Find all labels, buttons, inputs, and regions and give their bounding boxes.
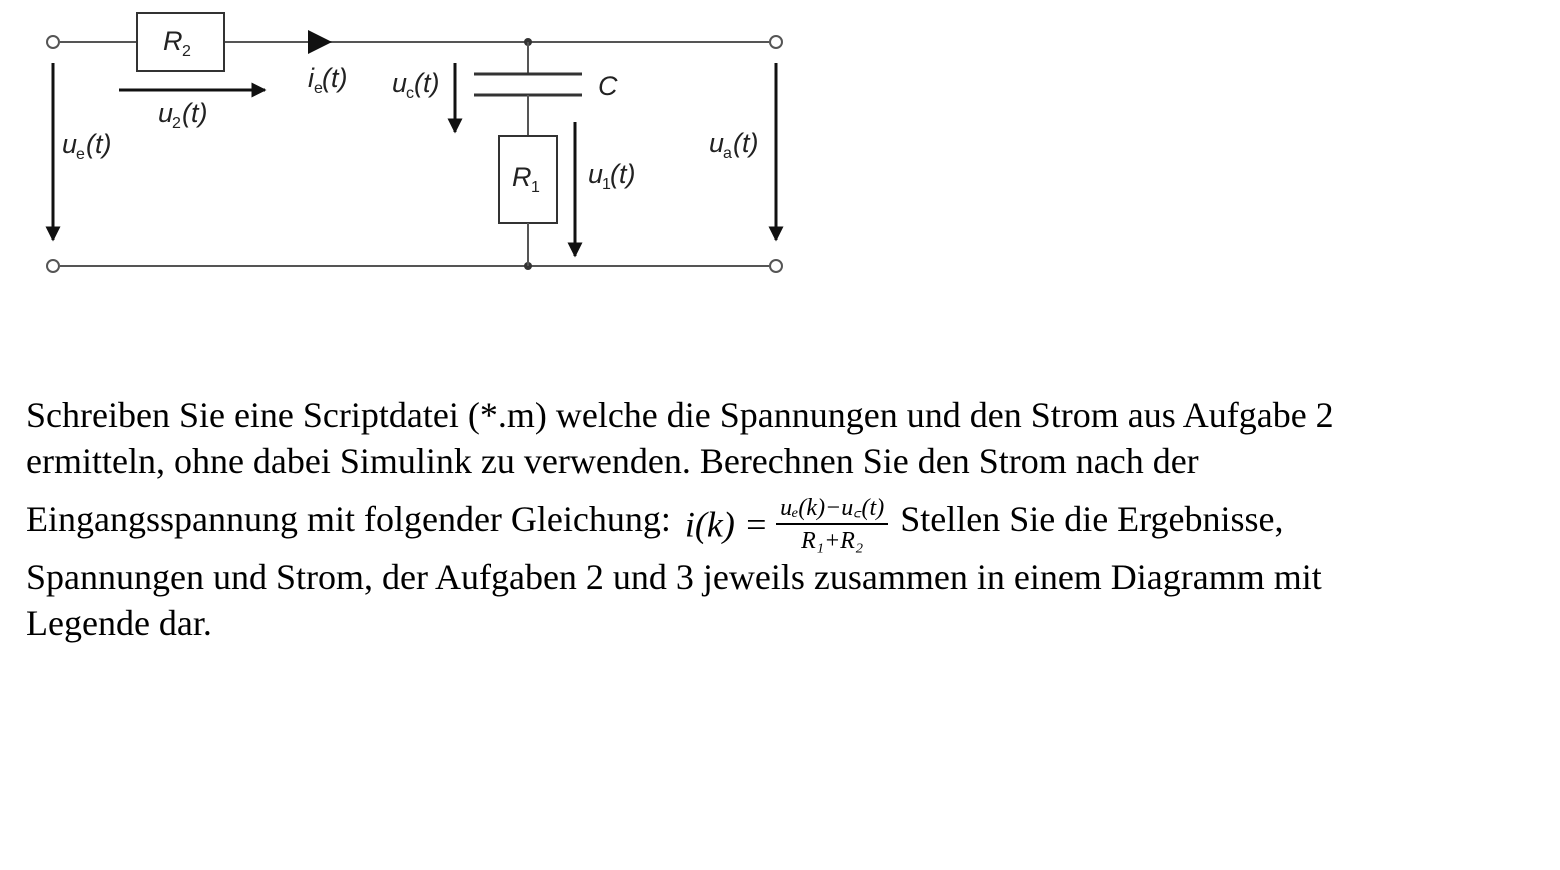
terminal-bottom-right bbox=[770, 260, 782, 272]
resistor-r2-label: R bbox=[163, 26, 183, 56]
voltage-uc-label: u bbox=[392, 68, 408, 98]
current-ie-label: i bbox=[308, 63, 314, 93]
task-line-5: Legende dar. bbox=[26, 603, 212, 643]
current-ie-suffix: (t) bbox=[322, 63, 348, 93]
current-formula bbox=[685, 486, 888, 560]
voltage-u2-label: u bbox=[158, 98, 174, 128]
voltage-u2-suffix: (t) bbox=[182, 98, 208, 128]
formula-lhs: i(k) = bbox=[684, 504, 769, 545]
formula-fraction bbox=[776, 494, 888, 555]
current-ie-arrow bbox=[308, 30, 332, 54]
task-line-3-after: Stellen Sie die Ergebnisse, bbox=[900, 499, 1284, 539]
terminal-bottom-left bbox=[47, 260, 59, 272]
voltage-u1-label: u bbox=[588, 159, 604, 189]
circuit-diagram bbox=[0, 0, 820, 300]
task-line-2: ermitteln, ohne dabei Simulink zu verwenden. Berechnen Sie den Strom nach der bbox=[26, 441, 1199, 481]
terminal-top-left bbox=[47, 36, 59, 48]
formula-denominator: R₁+R₂ bbox=[801, 528, 864, 555]
task-line-3 bbox=[26, 484, 1526, 554]
task-description bbox=[26, 392, 1526, 646]
voltage-uc-sub: c bbox=[406, 85, 414, 102]
resistor-r1-label: R bbox=[512, 162, 532, 192]
voltage-ue-suffix: (t) bbox=[86, 129, 112, 159]
capacitor-label: C bbox=[598, 71, 618, 101]
voltage-uc-suffix: (t) bbox=[414, 68, 440, 98]
formula-numerator: uₑ(k)−u꜀(t) bbox=[776, 494, 888, 525]
terminal-top-right bbox=[770, 36, 782, 48]
voltage-ue-sub: e bbox=[76, 146, 85, 163]
voltage-ue-label: u bbox=[62, 129, 78, 159]
task-line-1: Schreiben Sie eine Scriptdatei (*.m) welche die Spannungen und den Strom aus Aufgabe 2 bbox=[26, 395, 1334, 435]
current-ie-sub: e bbox=[314, 80, 323, 97]
voltage-ua-label: u bbox=[709, 128, 725, 158]
task-line-4: Spannungen und Strom, der Aufgaben 2 und 3 jeweils zusammen in einem Diagramm mit bbox=[26, 557, 1322, 597]
resistor-r1-sub: 1 bbox=[531, 179, 540, 196]
voltage-u1-suffix: (t) bbox=[610, 159, 636, 189]
voltage-ua-suffix: (t) bbox=[733, 128, 759, 158]
voltage-ua-sub: a bbox=[723, 145, 732, 162]
voltage-u1-sub: 1 bbox=[602, 176, 611, 193]
task-line-3-before: Eingangsspannung mit folgender Gleichung: bbox=[26, 499, 671, 539]
voltage-u2-sub: 2 bbox=[172, 115, 181, 132]
resistor-r2-sub: 2 bbox=[182, 43, 191, 60]
